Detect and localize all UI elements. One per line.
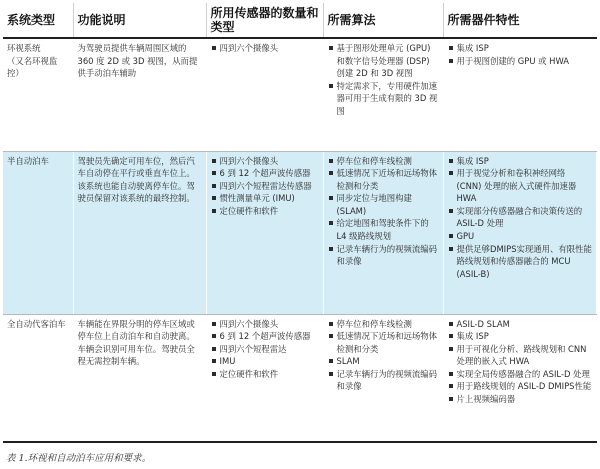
list-item: GPU	[448, 230, 593, 243]
list-item: 特定需求下，专用硬件加速器可用于生成有限的 3D 视图	[328, 80, 440, 118]
list-item: 6 到 12 个超声波传感器	[211, 167, 320, 180]
list-item: SLAM	[328, 355, 440, 368]
table-row	[3, 38, 596, 151]
cell-system-type-text: 全自动代客泊车	[7, 318, 66, 329]
cell-sensors	[206, 314, 323, 442]
list-item: 用于视觉分析和卷积神经网络 (CNN) 处理的嵌入式硬件加速器 HWA	[448, 167, 593, 205]
cell-function-text: 为驾驶员提供车辆周围区域的 360 度 2D 或 3D 视图，从而提供手动泊车辅助	[77, 43, 198, 79]
cell-sensors-list	[211, 155, 320, 218]
list-item: 定位硬件和软件	[211, 205, 320, 218]
list-item: 集成 ISP	[448, 42, 593, 55]
list-item: 定位硬件和软件	[211, 368, 320, 381]
list-item: 集成 ISP	[448, 330, 593, 343]
cell-function-text: 驾驶员先确定可用车位，然后汽车自动停在平行或垂直车位上。该系统也能自动驶离停车位。驾驶员保留对该系统的最终控制。	[77, 155, 195, 204]
list-item: 停车位和停车线检测	[328, 318, 440, 331]
cell-function-text: 车辆能在界限分明的停车区域或停车位上自动泊车和自动驶离。车辆会识别可用车位。驾驶员全程无需控制车辆。	[77, 318, 195, 367]
list-item: 提供足够DMIPS实现通用、有限性能路线规划和传感器融合的 MCU (ASIL-B)	[448, 243, 593, 281]
cell-function	[73, 151, 206, 314]
list-item: 给定地图和驾驶条件下的 L4 级路线规划	[328, 217, 440, 242]
header-algorithms: 所需算法	[323, 3, 443, 38]
list-item: 四到六个摄像头	[211, 155, 320, 168]
list-item: 四到六个摄像头	[211, 42, 320, 55]
cell-algorithms	[323, 314, 443, 442]
list-item: 用于路线规划的 ASIL-D DMIPS性能	[448, 380, 593, 393]
cell-device-features	[443, 38, 596, 151]
cell-algorithms-list	[328, 318, 440, 394]
cell-system-type	[3, 151, 73, 314]
cell-system-type-text: 半自动泊车	[7, 155, 49, 166]
header-device-features: 所需器件特性	[443, 3, 596, 38]
table-body	[3, 38, 596, 442]
cell-algorithms	[323, 38, 443, 151]
cell-device-features-list	[448, 318, 593, 406]
list-item: 四到六个短程雷达传感器	[211, 180, 320, 193]
list-item: 片上视频编码器	[448, 393, 593, 406]
list-item: 低速情况下近场和远场物体检测和分类	[328, 330, 440, 355]
cell-sensors	[206, 151, 323, 314]
cell-device-features-list	[448, 155, 593, 281]
table-row	[3, 314, 596, 442]
list-item: 基于图形处理单元 (GPU) 和数字信号处理器 (DSP) 创建 2D 和 3D 视图	[328, 42, 440, 80]
list-item: 集成 ISP	[448, 155, 593, 168]
list-item: 停车位和停车线检测	[328, 155, 440, 168]
cell-system-type	[3, 314, 73, 442]
cell-device-features-list	[448, 42, 593, 67]
list-item: 用于可视化分析、路线规划和 CNN 处理的嵌入式 HWA	[448, 343, 593, 368]
list-item: 惯性测量单元 (IMU)	[211, 192, 320, 205]
list-item: 记录车辆行为的视频流编码和录像	[328, 243, 440, 268]
list-item: ASIL-D SLAM	[448, 318, 593, 331]
list-item: 实现部分传感器融合和决策传送的 ASIL-D 处理	[448, 205, 593, 230]
header-system-type: 系统类型	[3, 3, 73, 38]
cell-sensors-list	[211, 42, 320, 55]
header-function: 功能说明	[73, 3, 206, 38]
list-item: 记录车辆行为的视频流编码和录像	[328, 368, 440, 393]
cell-algorithms-list	[328, 155, 440, 268]
cell-function	[73, 314, 206, 442]
list-item: 实现全局传感器融合的 ASIL-D 处理	[448, 368, 593, 381]
list-item: 低速情况下近场和远场物体检测和分类	[328, 167, 440, 192]
requirements-table	[3, 3, 597, 443]
cell-function	[73, 38, 206, 151]
table-row	[3, 151, 596, 314]
cell-device-features	[443, 151, 596, 314]
header-sensors: 所用传感器的数量和类型	[206, 3, 323, 38]
cell-algorithms	[323, 151, 443, 314]
list-item: IMU	[211, 355, 320, 368]
cell-sensors-list	[211, 318, 320, 381]
cell-system-type-text: 环视系统 （又名环视监控）	[7, 43, 58, 79]
list-item: 用于视图创建的 GPU 或 HWA	[448, 55, 593, 68]
cell-device-features	[443, 314, 596, 442]
list-item: 四到六个短程雷达	[211, 343, 320, 356]
list-item: 6 到 12 个超声波传感器	[211, 330, 320, 343]
cell-algorithms-list	[328, 42, 440, 118]
table-caption: 表 1.环视和自动泊车应用和要求。	[6, 453, 152, 464]
list-item: 四到六个摄像头	[211, 318, 320, 331]
cell-sensors	[206, 38, 323, 151]
list-item: 同步定位与地图构建 (SLAM)	[328, 192, 440, 217]
table-header-row	[3, 3, 596, 38]
cell-system-type	[3, 38, 73, 151]
